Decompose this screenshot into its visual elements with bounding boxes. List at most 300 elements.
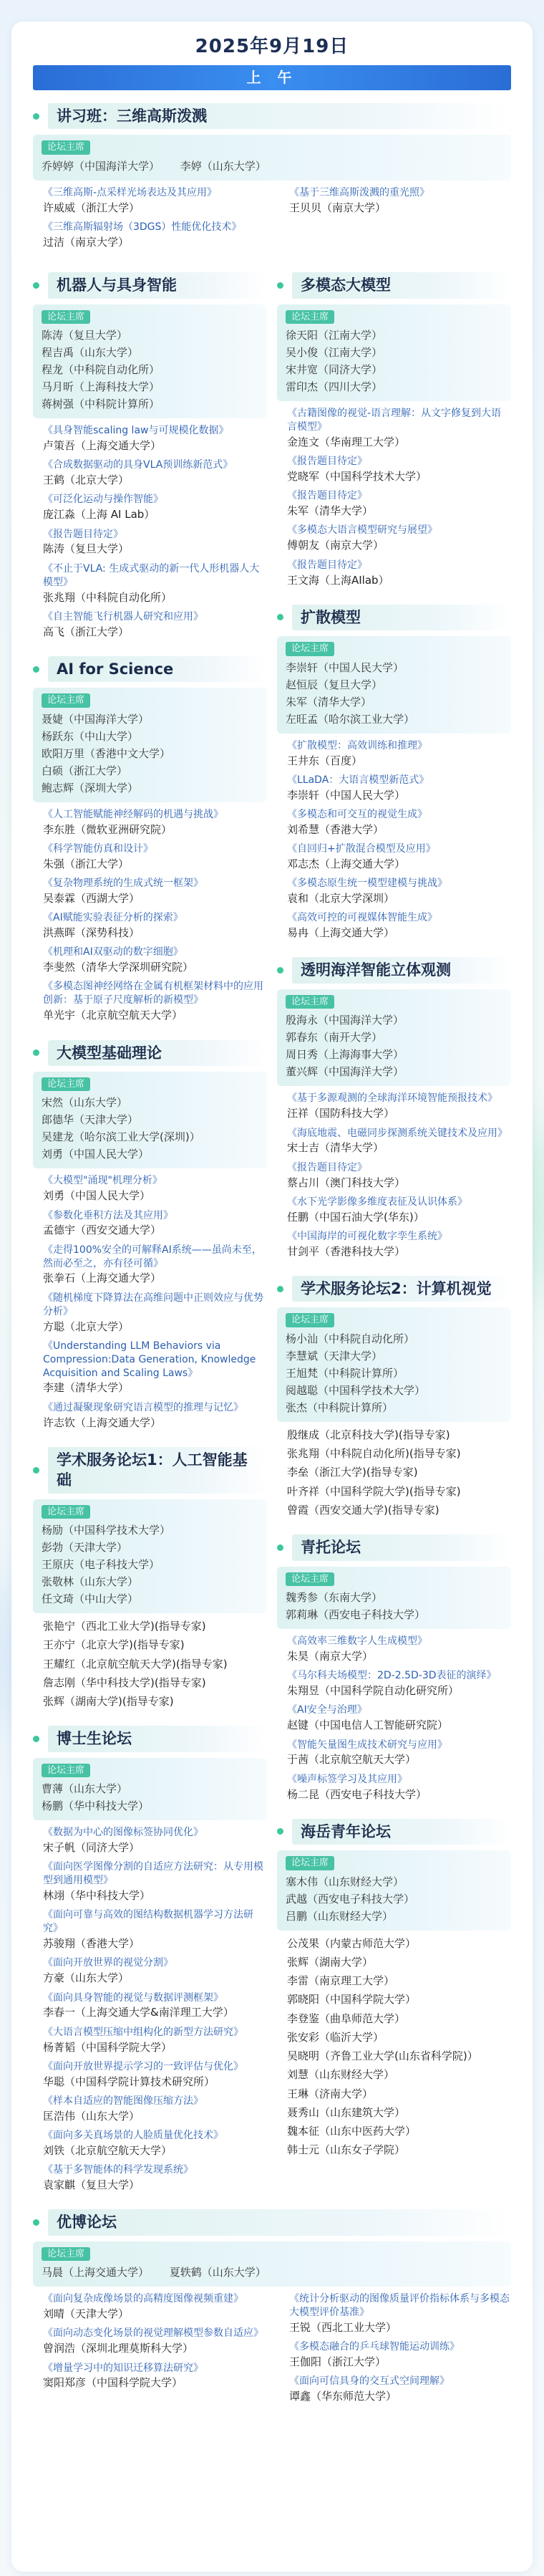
talk-item — [287, 1127, 511, 1155]
chair-label: 论坛主席 — [42, 1077, 90, 1092]
talk-speaker: 任鹏（中国石油大学(华东)） — [287, 1210, 424, 1224]
talk-title: 《大模型"涌现"机理分析》 — [43, 1175, 162, 1187]
track-header — [33, 1447, 267, 1494]
talk-speaker: 赵键（中国电信人工智能研究院） — [287, 1719, 449, 1732]
talk-title: 《基于多智能体的科学发现系统》 — [43, 2164, 193, 2176]
speaker-name: 李垒（浙江大学)(指导专家) — [287, 1466, 418, 1479]
talk-speaker: 李崇轩（中国人民大学） — [287, 788, 406, 802]
chair-name: 吴建龙（哈尔滨工业大学(深圳)） — [42, 1130, 200, 1144]
chairs-box — [33, 1499, 267, 1614]
track-section — [277, 605, 511, 941]
bullet-dot-icon — [33, 1467, 39, 1474]
chair-name: 李慧斌（天津大学） — [286, 1349, 383, 1363]
track-title: 多模态大模型 — [292, 272, 511, 298]
chair-name: 王原庆（电子科技大学） — [42, 1558, 160, 1572]
talk-speaker: 陈涛（复旦大学） — [43, 542, 130, 556]
talk-title: 《多模态和可交互的视觉生成》 — [287, 808, 427, 820]
talk-title: 《三维高斯-点采样光场表达及其应用》 — [43, 186, 218, 198]
bullet-dot-icon — [277, 282, 283, 289]
excellent-talks — [33, 2292, 511, 2409]
speaker-name: 吴晓明（齐鲁工业大学(山东省科学院)） — [287, 2049, 478, 2063]
talk-title: 《统计分析驱动的图像质量评价指标体系与多模态大模型评价基准》 — [289, 2293, 510, 2319]
two-column-grid — [33, 272, 511, 2209]
speaker-name: 张兆翔（中科院自动化所)(指导专家) — [287, 1447, 461, 1461]
track-title: 青托论坛 — [292, 1534, 511, 1560]
talk-speaker: 卢策吾（上海交通大学） — [43, 439, 162, 453]
chair-name: 杨励（中国科学技术大学） — [42, 1524, 171, 1537]
talk-speaker: 刘晴（天津大学） — [43, 2307, 130, 2321]
chair-name: 杨鹏（华中科技大学） — [42, 1799, 150, 1813]
speaker-name: 魏本征（山东中医药大学） — [287, 2125, 417, 2138]
talk-speaker: 苏骏翔（香港大学） — [43, 1937, 140, 1951]
talk-item — [43, 1860, 267, 1903]
talk-list — [277, 1635, 511, 1802]
track-title: 透明海洋智能立体观测 — [292, 957, 511, 983]
talk-title: 《报告题目待定》 — [287, 456, 367, 468]
chair-name: 欧阳万里（香港中文大学） — [42, 746, 171, 760]
talk-title: 《可泛化运动与操作智能》 — [43, 494, 163, 506]
talk-title: 《面向医学图像分割的自适应方法研究：从专用模型到通用模型》 — [43, 1861, 263, 1887]
chair-label: 论坛主席 — [286, 1572, 334, 1587]
talk-speaker: 杨菁韬（中国科学院大学） — [43, 2040, 173, 2054]
session-bar: 上 午 — [33, 65, 511, 90]
talk-title: 《合成数据驱动的具身VLA预训练新范式》 — [43, 459, 233, 471]
talk-item — [289, 2375, 511, 2403]
talk-speaker: 李东胜（微软亚洲研究院） — [43, 822, 173, 836]
talk-speaker: 方聪（北京大学） — [43, 1320, 130, 1333]
talk-title: 《数据为中心的图像标签协同优化》 — [43, 1827, 203, 1839]
talk-speaker: 刘铁（北京航空航天大学） — [43, 2143, 173, 2157]
talk-speaker: 单光宇（北京航空航天大学） — [43, 1009, 183, 1022]
talk-list — [277, 739, 511, 941]
schedule-card — [11, 21, 533, 2572]
talk-speaker: 吴泰霖（西湖大学） — [43, 891, 140, 905]
talk-speaker: 朱昊（南京大学） — [287, 1650, 374, 1663]
chair-name: 徐天阳（江南大学） — [286, 329, 383, 342]
chair-name: 李婷（山东大学） — [180, 159, 266, 173]
chair-label-row — [42, 692, 258, 711]
track-title: 机器人与具身智能 — [48, 272, 267, 298]
track-section — [277, 957, 511, 1259]
talk-item — [43, 1292, 267, 1334]
chair-label: 论坛主席 — [286, 310, 334, 325]
talk-item — [287, 407, 511, 449]
chair-label: 论坛主席 — [42, 1764, 90, 1778]
talk-item — [43, 1991, 267, 2020]
talk-title: 《人工智能赋能神经解码的机遇与挑战》 — [43, 808, 223, 820]
chair-name: 王旭梵（中科院计算所） — [286, 1366, 404, 1380]
talk-title: 《LLaDA：大语言模型新范式》 — [287, 774, 429, 786]
talk-item — [287, 1773, 511, 1802]
talk-item — [287, 1161, 511, 1190]
talk-title: 《报告题目待定》 — [43, 528, 123, 540]
talk-item — [287, 808, 511, 837]
bullet-dot-icon — [277, 614, 283, 620]
chairs-box — [33, 688, 267, 802]
chairs-box — [277, 636, 511, 734]
chair-label-row — [42, 1504, 258, 1522]
talk-item — [43, 2327, 265, 2355]
talk-title: 《多模态大语言模型研究与展望》 — [287, 524, 437, 537]
talk-title: 《复杂物理系统的生成式统一框架》 — [43, 878, 203, 890]
talk-speaker: 金连文（华南理工大学） — [287, 435, 406, 448]
talk-speaker: 杨二昆（西安电子科技大学） — [287, 1787, 427, 1801]
track-lecture — [33, 103, 511, 255]
talk-title: 《多模态融合的乒乓球智能运动训练》 — [289, 2341, 460, 2353]
talk-list — [33, 1826, 267, 2192]
chair-name: 雷印杰（四川大学） — [286, 380, 383, 394]
talk-speaker: 林翊（华中科技大学） — [43, 1889, 151, 1903]
talk-list — [33, 1174, 267, 1429]
talk-title: 《面向开放世界提示学习的一致评估与优化》 — [43, 2060, 243, 2072]
bullet-dot-icon — [33, 1736, 39, 1742]
talk-item — [43, 1401, 267, 1430]
talk-speaker: 许志钦（上海交通大学） — [43, 1416, 162, 1429]
talk-title: 《自回归+扩散混合模型及应用》 — [287, 843, 436, 855]
chair-name: 阅越聪（中国科学技术大学） — [286, 1383, 426, 1397]
talk-title: 《面向可信具身的交互式空间理解》 — [289, 2375, 450, 2388]
bullet-dot-icon — [277, 1544, 283, 1551]
chair-name: 郎德华（天津大学） — [42, 1113, 139, 1127]
chair-name: 张杰（中科院计算所） — [286, 1400, 394, 1414]
chair-name: 蒋树强（中科院计算所） — [42, 398, 160, 411]
talk-speaker: 刘勇（中国人民大学） — [43, 1189, 151, 1203]
chairs-box — [33, 304, 267, 419]
track-title: 海岳青年论坛 — [292, 1819, 511, 1845]
talk-speaker: 庞江淼（上海 AI Lab） — [43, 508, 155, 522]
talk-title: 《具身智能scaling law与可规模化数据》 — [43, 425, 229, 437]
speaker-name: 王琳（济南大学） — [287, 2087, 374, 2100]
chair-label-row — [286, 1312, 502, 1330]
talk-speaker: 王井东（百度） — [287, 754, 363, 767]
bullet-dot-icon — [33, 2219, 39, 2226]
chair-label-row — [286, 640, 502, 659]
chairs-box — [33, 135, 511, 181]
track-title: 大模型基础理论 — [48, 1040, 267, 1066]
chair-name: 吕鹏（山东财经大学） — [286, 1909, 394, 1923]
talk-title: 《高效率三维数字人生成模型》 — [287, 1635, 427, 1648]
talk-list — [279, 2292, 511, 2409]
chair-name: 杨跃东（中山大学） — [42, 729, 139, 743]
track-title: 讲习班：三维高斯泼溅 — [48, 103, 511, 129]
talk-item — [43, 2060, 267, 2089]
track-header — [33, 656, 267, 682]
talk-item — [287, 1739, 511, 1767]
talk-speaker: 王伽阳（浙江大学） — [289, 2355, 387, 2369]
talk-item — [43, 610, 267, 639]
chair-name: 夏轶鹤（山东大学） — [169, 2266, 266, 2279]
speaker-name: 张安彩（临沂大学） — [287, 2030, 384, 2044]
bullet-dot-icon — [277, 1828, 283, 1835]
talk-item — [43, 424, 267, 453]
talk-title: 《智能矢量图生成技术研究与应用》 — [287, 1739, 447, 1751]
track-title: 优博论坛 — [48, 2209, 511, 2235]
talk-speaker: 袁家麒（复旦大学） — [43, 2178, 140, 2192]
bullet-dot-icon — [277, 967, 283, 974]
track-section — [33, 656, 267, 1023]
chair-name: 曹薄（山东大学） — [42, 1782, 128, 1796]
talk-speaker: 傅朝友（南京大学） — [287, 539, 384, 552]
speaker-name: 张辉（湖南大学） — [287, 1955, 374, 1969]
chair-name: 魏秀参（东南大学） — [286, 1591, 383, 1605]
talk-speaker: 于茜（北京航空航天大学） — [287, 1753, 417, 1767]
chairs-box — [277, 304, 511, 402]
chair-name: 白硕（浙江大学） — [42, 764, 128, 777]
bullet-dot-icon — [33, 666, 39, 673]
chair-name: 塞木伟（山东财经大学） — [286, 1875, 404, 1888]
track-title: AI for Science — [48, 656, 267, 682]
talk-title: 《马尔科夫场模型：2D-2.5D-3D表征的演绎》 — [287, 1670, 497, 1682]
track-title: 博士生论坛 — [48, 1726, 267, 1751]
talk-speaker: 许威威（浙江大学） — [43, 201, 140, 214]
chair-name: 彭勃（天津大学） — [42, 1541, 128, 1554]
talk-title: 《面向具身智能的视觉与数据评测框架》 — [43, 1991, 223, 2004]
track-section — [277, 1534, 511, 1802]
track-section — [33, 1447, 267, 1708]
talk-item — [43, 877, 267, 905]
chair-name: 郭莉琳（西安电子科技大学） — [286, 1608, 426, 1622]
schedule-date: 2025年9月19日 — [195, 36, 349, 57]
talk-item — [43, 842, 267, 871]
talk-item — [43, 221, 265, 249]
chair-name: 吴小俊（江南大学） — [286, 346, 383, 360]
talk-item — [287, 911, 511, 940]
talk-item — [287, 1635, 511, 1663]
speaker-name: 李登鉴（曲阜师范大学） — [287, 2012, 406, 2025]
talk-item — [43, 1244, 267, 1286]
talk-title: 《古籍图像的视觉-语言理解：从文字修复到大语言模型》 — [287, 408, 502, 433]
talk-item — [43, 186, 265, 215]
speaker-name: 殷继成（北京科技大学)(指导专家) — [287, 1428, 450, 1441]
talk-item — [43, 2163, 267, 2192]
speaker-name: 李雷（南京理工大学） — [287, 1974, 395, 1988]
talk-speaker: 朱强（浙江大学） — [43, 857, 130, 870]
talk-speaker: 窦阳郑彦（中国科学院大学） — [43, 2376, 183, 2390]
track-section — [277, 1276, 511, 1517]
talk-item — [287, 774, 511, 802]
talk-item — [43, 1209, 267, 1238]
talk-speaker: 宋子帆（同济大学） — [43, 1841, 140, 1855]
talk-speaker: 王锐（西北工业大学） — [289, 2321, 397, 2335]
talk-speaker: 蔡占川（澳门科技大学） — [287, 1176, 406, 1189]
talk-title: 《基于多源观测的全球海洋环境智能预报技术》 — [287, 1092, 497, 1105]
chair-name: 郭春东（南开大学） — [286, 1031, 383, 1044]
talk-item — [289, 2292, 511, 2335]
lecture-talks — [33, 186, 511, 255]
talk-speaker: 王文海（上海AIlab） — [287, 573, 389, 587]
chair-name: 张敬林（山东大学） — [42, 1575, 139, 1589]
talk-item — [43, 1956, 267, 1985]
talk-item — [287, 524, 511, 552]
talk-item — [289, 186, 511, 215]
chair-name: 朱军（清华大学） — [286, 695, 372, 708]
talk-speaker: 孟德宇（西安交通大学） — [43, 1224, 162, 1237]
talk-title: 《AI赋能实验表征分析的探索》 — [43, 912, 183, 924]
chair-name: 宋然（山东大学） — [42, 1096, 128, 1110]
track-header — [277, 605, 511, 630]
talk-speaker: 王鹤（北京大学） — [43, 474, 130, 487]
track-section — [33, 272, 267, 639]
chair-label: 论坛主席 — [42, 1505, 90, 1519]
talk-item — [43, 493, 267, 522]
track-header — [33, 103, 511, 129]
track-header — [277, 1819, 511, 1845]
talk-speaker: 华聪（中国科学院计算技术研究所） — [43, 2075, 215, 2088]
chair-label-row — [286, 309, 502, 327]
talk-list — [33, 808, 267, 1023]
speaker-name: 曾霞（西安交通大学)(指导专家) — [287, 1503, 439, 1517]
speaker-name: 詹志刚（华中科技大学)(指导专家) — [43, 1676, 206, 1689]
talk-item — [43, 2026, 267, 2054]
track-title: 学术服务论坛1：人工智能基础 — [48, 1447, 267, 1494]
talk-title: 《不止于VLA: 生成式驱动的新一代人形机器人大模型》 — [43, 562, 260, 588]
chair-name: 乔婷婷（中国海洋大学） — [42, 159, 160, 173]
chair-name: 周日秀（上海海事大学） — [286, 1048, 404, 1062]
speaker-list — [277, 1936, 511, 2158]
chair-name: 鲍志辉（深圳大学） — [42, 781, 139, 794]
talk-title: 《面向动态变化场景的视觉理解模型参数自适应》 — [43, 2327, 263, 2340]
talk-item — [43, 946, 267, 974]
talk-item — [287, 877, 511, 905]
chair-name: 刘勇（中国人民大学） — [42, 1148, 150, 1161]
track-title: 学术服务论坛2：计算机视觉 — [292, 1276, 511, 1302]
talk-item — [287, 1230, 511, 1259]
chairs-box — [277, 1307, 511, 1422]
chair-name: 程龙（中科院自动化所） — [42, 363, 160, 377]
talk-item — [287, 1669, 511, 1698]
chairs-box — [33, 1758, 267, 1821]
track-header — [33, 1726, 267, 1751]
track-header — [33, 272, 267, 298]
speaker-list — [33, 1619, 267, 1708]
chair-label: 论坛主席 — [42, 693, 90, 708]
talk-item — [43, 2292, 265, 2321]
chair-name: 武越（西安电子科技大学） — [286, 1892, 415, 1905]
talk-title: 《大语言模型压缩中组构化的新型方法研究》 — [43, 2026, 243, 2038]
chair-label-row — [42, 309, 258, 327]
chair-name: 任文琦（中山大学） — [42, 1592, 139, 1606]
right-column — [277, 272, 511, 2209]
talk-item — [43, 1340, 267, 1395]
talk-title: 《走得100%安全的可解释AI系统——虽尚未至，然而必至之，亦有径可循》 — [43, 1244, 262, 1269]
talk-speaker: 邓志杰（上海交通大学） — [287, 857, 406, 870]
track-header — [277, 272, 511, 298]
talk-title: 《噪声标签学习及其应用》 — [287, 1773, 407, 1785]
talk-title: 《中国海岸的可视化数字孪生系统》 — [287, 1230, 447, 1242]
talk-list — [33, 424, 267, 639]
chair-label: 论坛主席 — [286, 1313, 334, 1327]
talk-title: 《水下光学影像多维度表征及认识体系》 — [287, 1196, 467, 1208]
talk-speaker: 王贝贝（南京大学） — [289, 201, 387, 214]
speaker-name: 刘慧（山东财经大学） — [287, 2068, 395, 2082]
talk-title: 《自主智能飞行机器人研究和应用》 — [43, 610, 203, 623]
talk-title: 《机理和AI双驱动的数字细胞》 — [43, 946, 183, 958]
talk-speaker: 过洁（南京大学） — [43, 236, 130, 249]
talk-speaker: 袁和（北京大学深圳） — [287, 892, 395, 905]
talk-item — [287, 842, 511, 871]
chair-name: 陈涛（复旦大学） — [42, 329, 128, 342]
chair-label-row — [286, 1855, 502, 1873]
talk-item — [287, 1196, 511, 1224]
chair-label-row — [286, 1571, 502, 1590]
talk-item — [43, 528, 267, 557]
talk-list — [33, 2292, 265, 2409]
talk-title: 《通过凝聚现象研究语言模型的推理与记忆》 — [43, 1401, 243, 1413]
track-header — [33, 1040, 267, 1066]
talk-speaker: 易冉（上海交通大学） — [287, 926, 395, 940]
talk-item — [43, 911, 267, 940]
talk-title: 《样本自适应的智能图像压缩方法》 — [43, 2095, 203, 2107]
chairs-box — [33, 2241, 511, 2287]
chair-label: 论坛主席 — [42, 140, 90, 155]
bullet-dot-icon — [33, 282, 39, 289]
talk-title: 《扩散模型：高效训练和推理》 — [287, 739, 427, 751]
speaker-name: 公茂果（内蒙古师范大学） — [287, 1936, 417, 1950]
track-section — [33, 1726, 267, 2192]
chair-name: 董兴辉（中国海洋大学） — [286, 1065, 404, 1079]
track-header — [33, 2209, 511, 2235]
chair-name: 马晨（上海交通大学） — [42, 2266, 150, 2279]
chair-name: 杨小汕（中科院自动化所） — [286, 1332, 415, 1345]
talk-title: 《海底地震、电磁同步探测系统关键技术及应用》 — [287, 1127, 507, 1139]
chair-name: 李崇轩（中国人民大学） — [286, 660, 404, 674]
track-section — [33, 1040, 267, 1430]
chair-label: 论坛主席 — [42, 310, 90, 325]
talk-speaker: 张拳石（上海交通大学） — [43, 1272, 162, 1285]
bullet-dot-icon — [33, 113, 39, 120]
talk-item — [43, 562, 267, 605]
talk-title: 《基于三维高斯泼溅的重光照》 — [289, 186, 429, 198]
talk-title: 《多模态原生统一模型建模与挑战》 — [287, 878, 447, 890]
chair-label-row — [42, 1076, 258, 1095]
talk-speaker: 张兆翔（中科院自动化所） — [43, 590, 173, 604]
talk-title: 《报告题目待定》 — [287, 490, 367, 502]
speaker-name: 郭晓阳（中国科学院大学） — [287, 1993, 417, 2007]
speaker-name: 叶齐祥（中国科学院大学)(指导专家) — [287, 1484, 461, 1498]
talk-speaker: 朱翔昱（中国科学院自动化研究所） — [287, 1684, 460, 1698]
track-header — [277, 1276, 511, 1302]
track-title: 扩散模型 — [292, 605, 511, 630]
talk-title: 《增量学习中的知识迁移算法研究》 — [43, 2362, 203, 2374]
talk-speaker: 李斐然（清华大学深圳研究院） — [43, 961, 194, 974]
talk-item — [287, 739, 511, 768]
speaker-list — [277, 1428, 511, 1517]
chair-label: 论坛主席 — [286, 1856, 334, 1870]
track-header — [277, 957, 511, 983]
chair-name: 殷海永（中国海洋大学） — [286, 1014, 404, 1027]
chair-name: 程吉禹（山东大学） — [42, 346, 139, 360]
talk-item — [43, 1908, 267, 1951]
talk-speaker: 李建（清华大学） — [43, 1381, 130, 1395]
talk-speaker: 方豪（山东大学） — [43, 1971, 130, 1985]
talk-speaker: 谭鑫（华东师范大学） — [289, 2390, 397, 2403]
talk-speaker: 高飞（浙江大学） — [43, 625, 130, 638]
talk-title: 《报告题目待定》 — [287, 559, 367, 571]
talk-title: 《随机梯度下降算法在高维问题中正则效应与优势分析》 — [43, 1292, 263, 1317]
talk-speaker: 洪燕晖（深势科技） — [43, 926, 140, 940]
talk-item — [289, 2340, 511, 2369]
speaker-name: 王亦宁（北京大学)(指导专家) — [43, 1638, 185, 1652]
chair-name: 左旺孟（哈尔滨工业大学） — [286, 712, 415, 726]
talk-title: 《Understanding LLM Behaviors via Compression:Data Generation, Knowledge Acquisition and Scaling Laws》 — [43, 1340, 256, 1379]
talk-title: 《面向可靠与高效的图结构数据机器学习方法研究》 — [43, 1909, 253, 1935]
talk-item — [287, 1092, 511, 1120]
chair-label: 论坛主席 — [286, 642, 334, 656]
talk-title: 《AI安全与治理》 — [287, 1704, 367, 1716]
chair-name: 聂婕（中国海洋大学） — [42, 712, 150, 726]
talk-list — [277, 1092, 511, 1259]
talk-item — [43, 808, 267, 837]
